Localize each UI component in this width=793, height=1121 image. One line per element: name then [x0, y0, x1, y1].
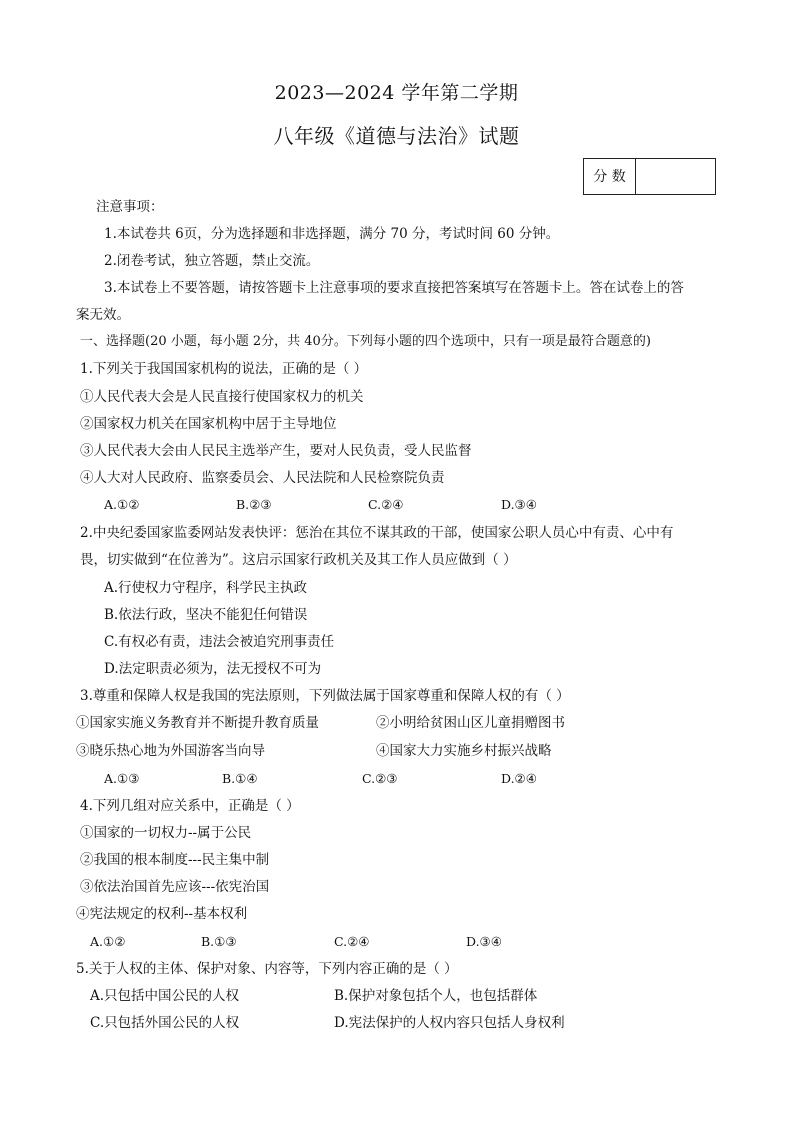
- q3-option-c: C.②③: [362, 771, 398, 786]
- q1-option-d: D.③④: [501, 497, 537, 512]
- q1-stem: 1.下列关于我国国家机构的说法，正确的是（ ）: [80, 361, 368, 377]
- score-label: 分 数: [584, 159, 636, 194]
- q3-statement-3: ③晓乐热心地为外国游客当向导: [76, 743, 265, 759]
- score-value-cell: [636, 159, 715, 194]
- q4-statement-1: ①国家的一切权力--属于公民: [80, 825, 252, 841]
- q3-stem: 3.尊重和保障人权是我国的宪法原则，下列做法属于国家尊重和保障人权的有（ ）: [80, 688, 570, 704]
- q1-option-c: C.②④: [368, 497, 404, 512]
- exam-title: 八年级《道德与法治》试题: [273, 124, 520, 148]
- q5-option-a: A.只包括中国公民的人权: [90, 988, 240, 1004]
- q4-statement-3: ③依法治国首先应该---依宪治国: [80, 879, 270, 895]
- q2-option-c: C.有权必有责，违法会被追究刑事责任: [104, 634, 335, 650]
- q3-option-a: A.①③: [104, 771, 140, 786]
- notice-item-3-line1: 3.本试卷上不要答题，请按答题卡上注意事项的要求直接把答案填写在答题卡上。答在试卷上的答: [104, 280, 684, 296]
- q2-option-d: D.法定职责必须为，法无授权不可为: [104, 661, 322, 677]
- year-term-title: 2023—2024 学年第二学期: [274, 82, 519, 104]
- q5-option-b: B.保护对象包括个人，也包括群体: [334, 988, 538, 1004]
- q2-option-a: A.行使权力守程序，科学民主执政: [104, 580, 308, 596]
- q5-option-c: C.只包括外国公民的人权: [90, 1015, 240, 1031]
- q3-option-d: D.②④: [501, 771, 537, 786]
- q1-statement-3: ③人民代表大会由人民民主选举产生，要对人民负责，受人民监督: [80, 443, 472, 459]
- q4-option-a: A.①②: [90, 934, 126, 949]
- notice-item-2: 2.闭卷考试，独立答题，禁止交流。: [104, 253, 320, 269]
- q4-option-c: C.②④: [334, 934, 370, 949]
- q4-statement-2: ②我国的根本制度---民主集中制: [80, 852, 270, 868]
- q1-option-a: A.①②: [104, 497, 140, 512]
- q4-option-d: D.③④: [466, 934, 502, 949]
- q2-option-b: B.依法行政，坚决不能犯任何错误: [104, 607, 308, 623]
- q1-statement-1: ①人民代表大会是人民直接行使国家权力的机关: [80, 389, 364, 405]
- q1-statement-2: ②国家权力机关在国家机构中居于主导地位: [80, 416, 337, 432]
- q3-statement-4: ④国家大力实施乡村振兴战略: [376, 743, 552, 759]
- q4-statement-4: ④宪法规定的权利--基本权利: [76, 906, 248, 922]
- q3-statement-1: ①国家实施义务教育并不断提升教育质量: [76, 715, 319, 731]
- notice-item-1: 1.本试卷共 6页，分为选择题和非选择题，满分 70 分，考试时间 60 分钟。: [104, 226, 560, 242]
- notice-item-3-line2: 案无效。: [76, 307, 130, 323]
- notice-heading: 注意事项：: [96, 199, 164, 215]
- score-box: [583, 158, 716, 195]
- q5-option-d: D.宪法保护的人权内容只包括人身权利: [334, 1015, 565, 1031]
- q3-statement-2: ②小明给贫困山区儿童捐赠图书: [376, 715, 565, 731]
- q2-stem-line1: 2.中央纪委国家监委网站发表快评：惩治在其位不谋其政的干部，使国家公职人员心中有责、心中有: [80, 525, 674, 541]
- q1-option-b: B.②③: [236, 497, 272, 512]
- q1-statement-4: ④人大对人民政府、监察委员会、人民法院和人民检察院负责: [80, 470, 445, 486]
- q4-stem: 4.下列几组对应关系中，正确是（ ）: [80, 798, 300, 814]
- section1-heading: 一、选择题(20 小题，每小题 2分，共 40分。下列每小题的四个选项中，只有一项是最符合题意的): [80, 334, 651, 349]
- q2-stem-line2: 畏，切实做到“在位善为”。这启示国家行政机关及其工作人员应做到（ ）: [80, 552, 517, 568]
- q5-stem: 5.关于人权的主体、保护对象、内容等，下列内容正确的是（ ）: [76, 961, 458, 977]
- q4-option-b: B.①③: [201, 934, 237, 949]
- q3-option-b: B.①④: [222, 771, 258, 786]
